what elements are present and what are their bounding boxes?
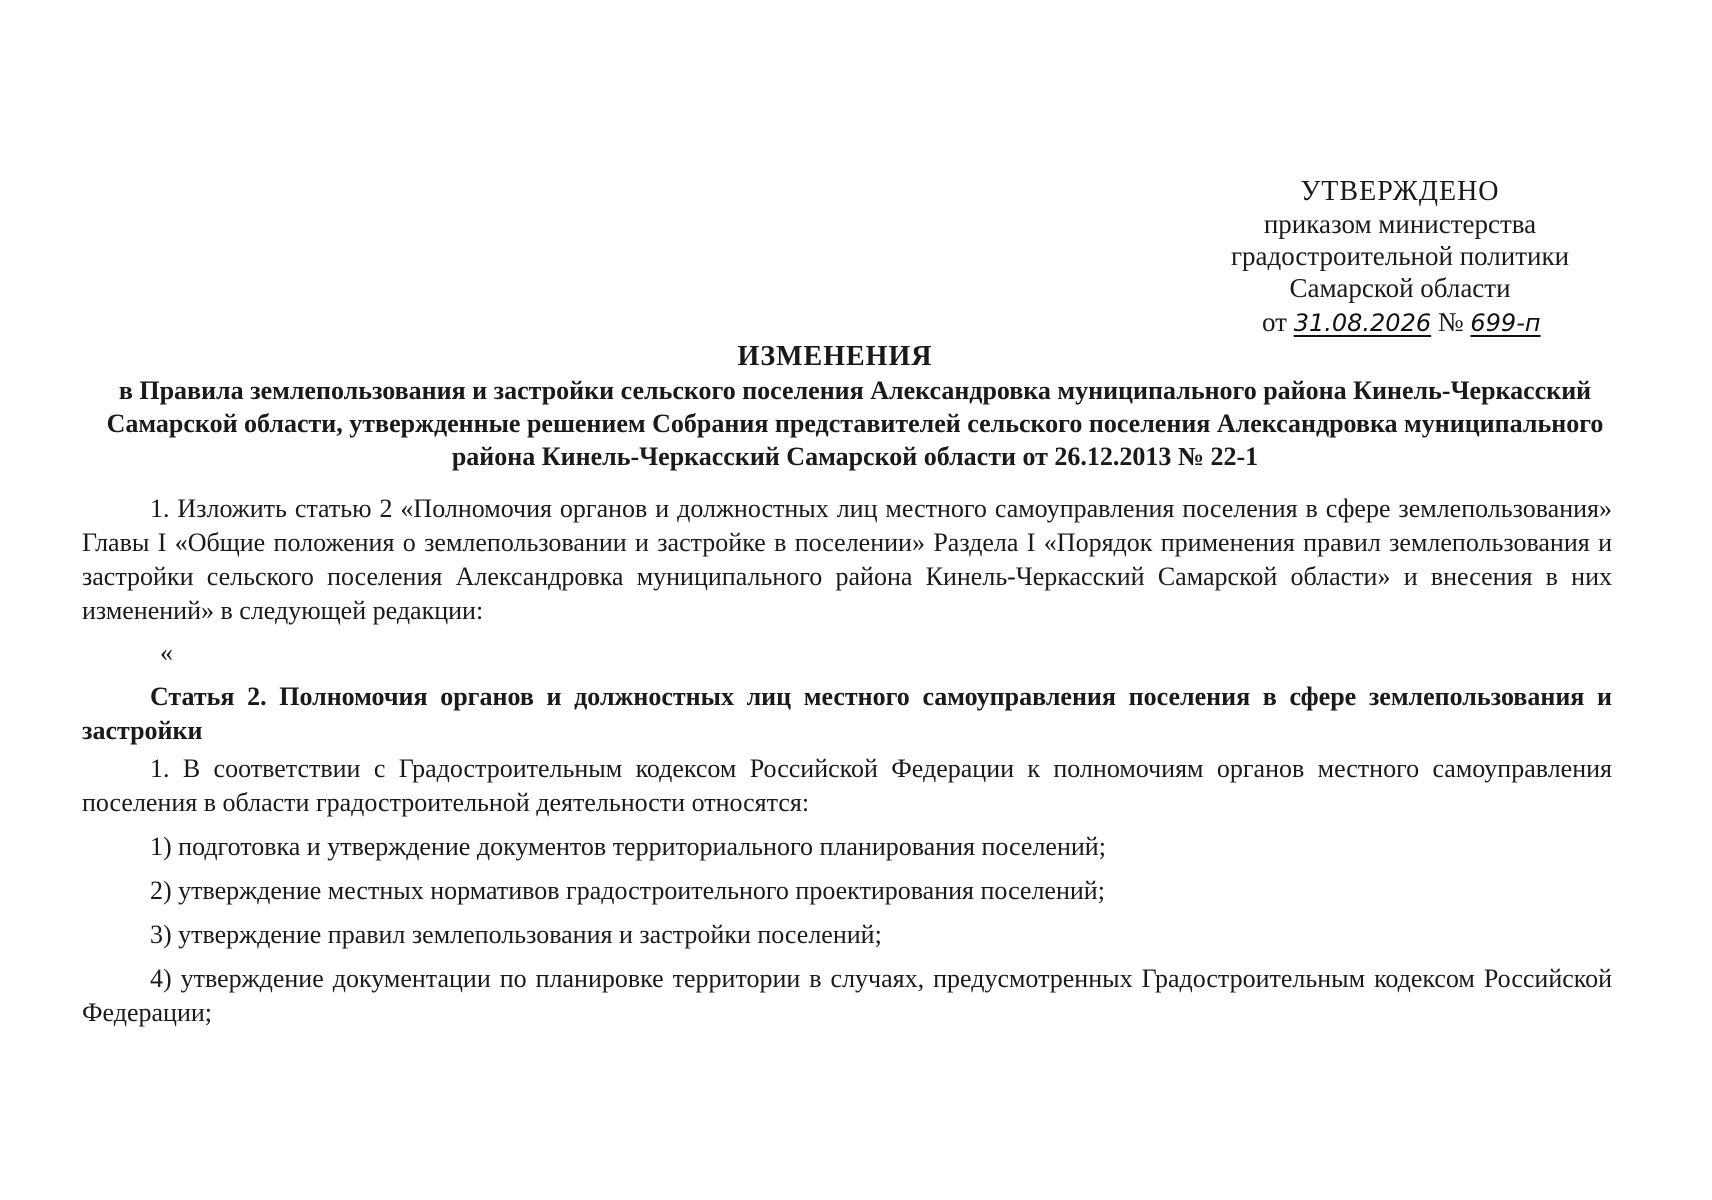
approval-date-line <box>1180 306 1620 339</box>
list-item: 1) подготовка и утверждение документов территориального планирования поселений; <box>150 832 1106 861</box>
approval-heading: УТВЕРЖДЕНО <box>1300 176 1500 207</box>
approval-line-3: Самарской области <box>1289 273 1511 303</box>
list-item: 2) утверждение местных нормативов градостроительного проектирования поселений; <box>150 876 1105 905</box>
opening-quote: « <box>160 638 173 667</box>
title-main: ИЗМЕНЕНИЯ <box>737 341 933 372</box>
number-label: № <box>1437 307 1464 337</box>
title-subtitle: в Правила землепользования и застройки сельского поселения Александровка муниципального района Кинель-Черкасский Самарской области, утвержденные решением Собрания представителей сельского поселения Александровка муниципального района Кинель-Черкасский Самарской области от 26.12.2013 № 22-1 <box>106 376 1604 471</box>
approval-line-2: градостроительной политики <box>1230 241 1570 271</box>
paragraph-1: 1. Изложить статью 2 «Полномочия органов и должностных лиц местного самоуправления поселения в сфере землепользования» Главы I «Общие положения о землепользовании и застройке в поселении» Раздела I «Порядок применения правил землепользования и застройки сельского поселения Александровка муниципального района Кинель-Черкасский Самарской области» и внесения в них изменений» в следующей редакции: <box>82 494 1612 625</box>
list-item: 4) утверждение документации по планировке территории в случаях, предусмотренных Градостроительным кодексом Российской Федерации; <box>82 964 1612 1027</box>
from-label: от <box>1262 307 1287 337</box>
document-title <box>90 340 1620 473</box>
document-body <box>82 492 1612 1040</box>
approval-block <box>1180 176 1620 339</box>
approval-line-1: приказом министерства <box>1263 209 1537 239</box>
point-1: 1. В соответствии с Градостроительным кодексом Российской Федерации к полномочиям органов местного самоуправления поселения в области градостроительной деятельности относятся: <box>82 754 1612 817</box>
list-item: 3) утверждение правил землепользования и застройки поселений; <box>150 920 882 949</box>
approval-date: 31.08.2026 <box>1293 309 1432 337</box>
article-heading: Статья 2. Полномочия органов и должностных лиц местного самоуправления поселения в сфере землепользования и застройки <box>82 682 1612 745</box>
approval-number: 699-п <box>1470 309 1541 337</box>
